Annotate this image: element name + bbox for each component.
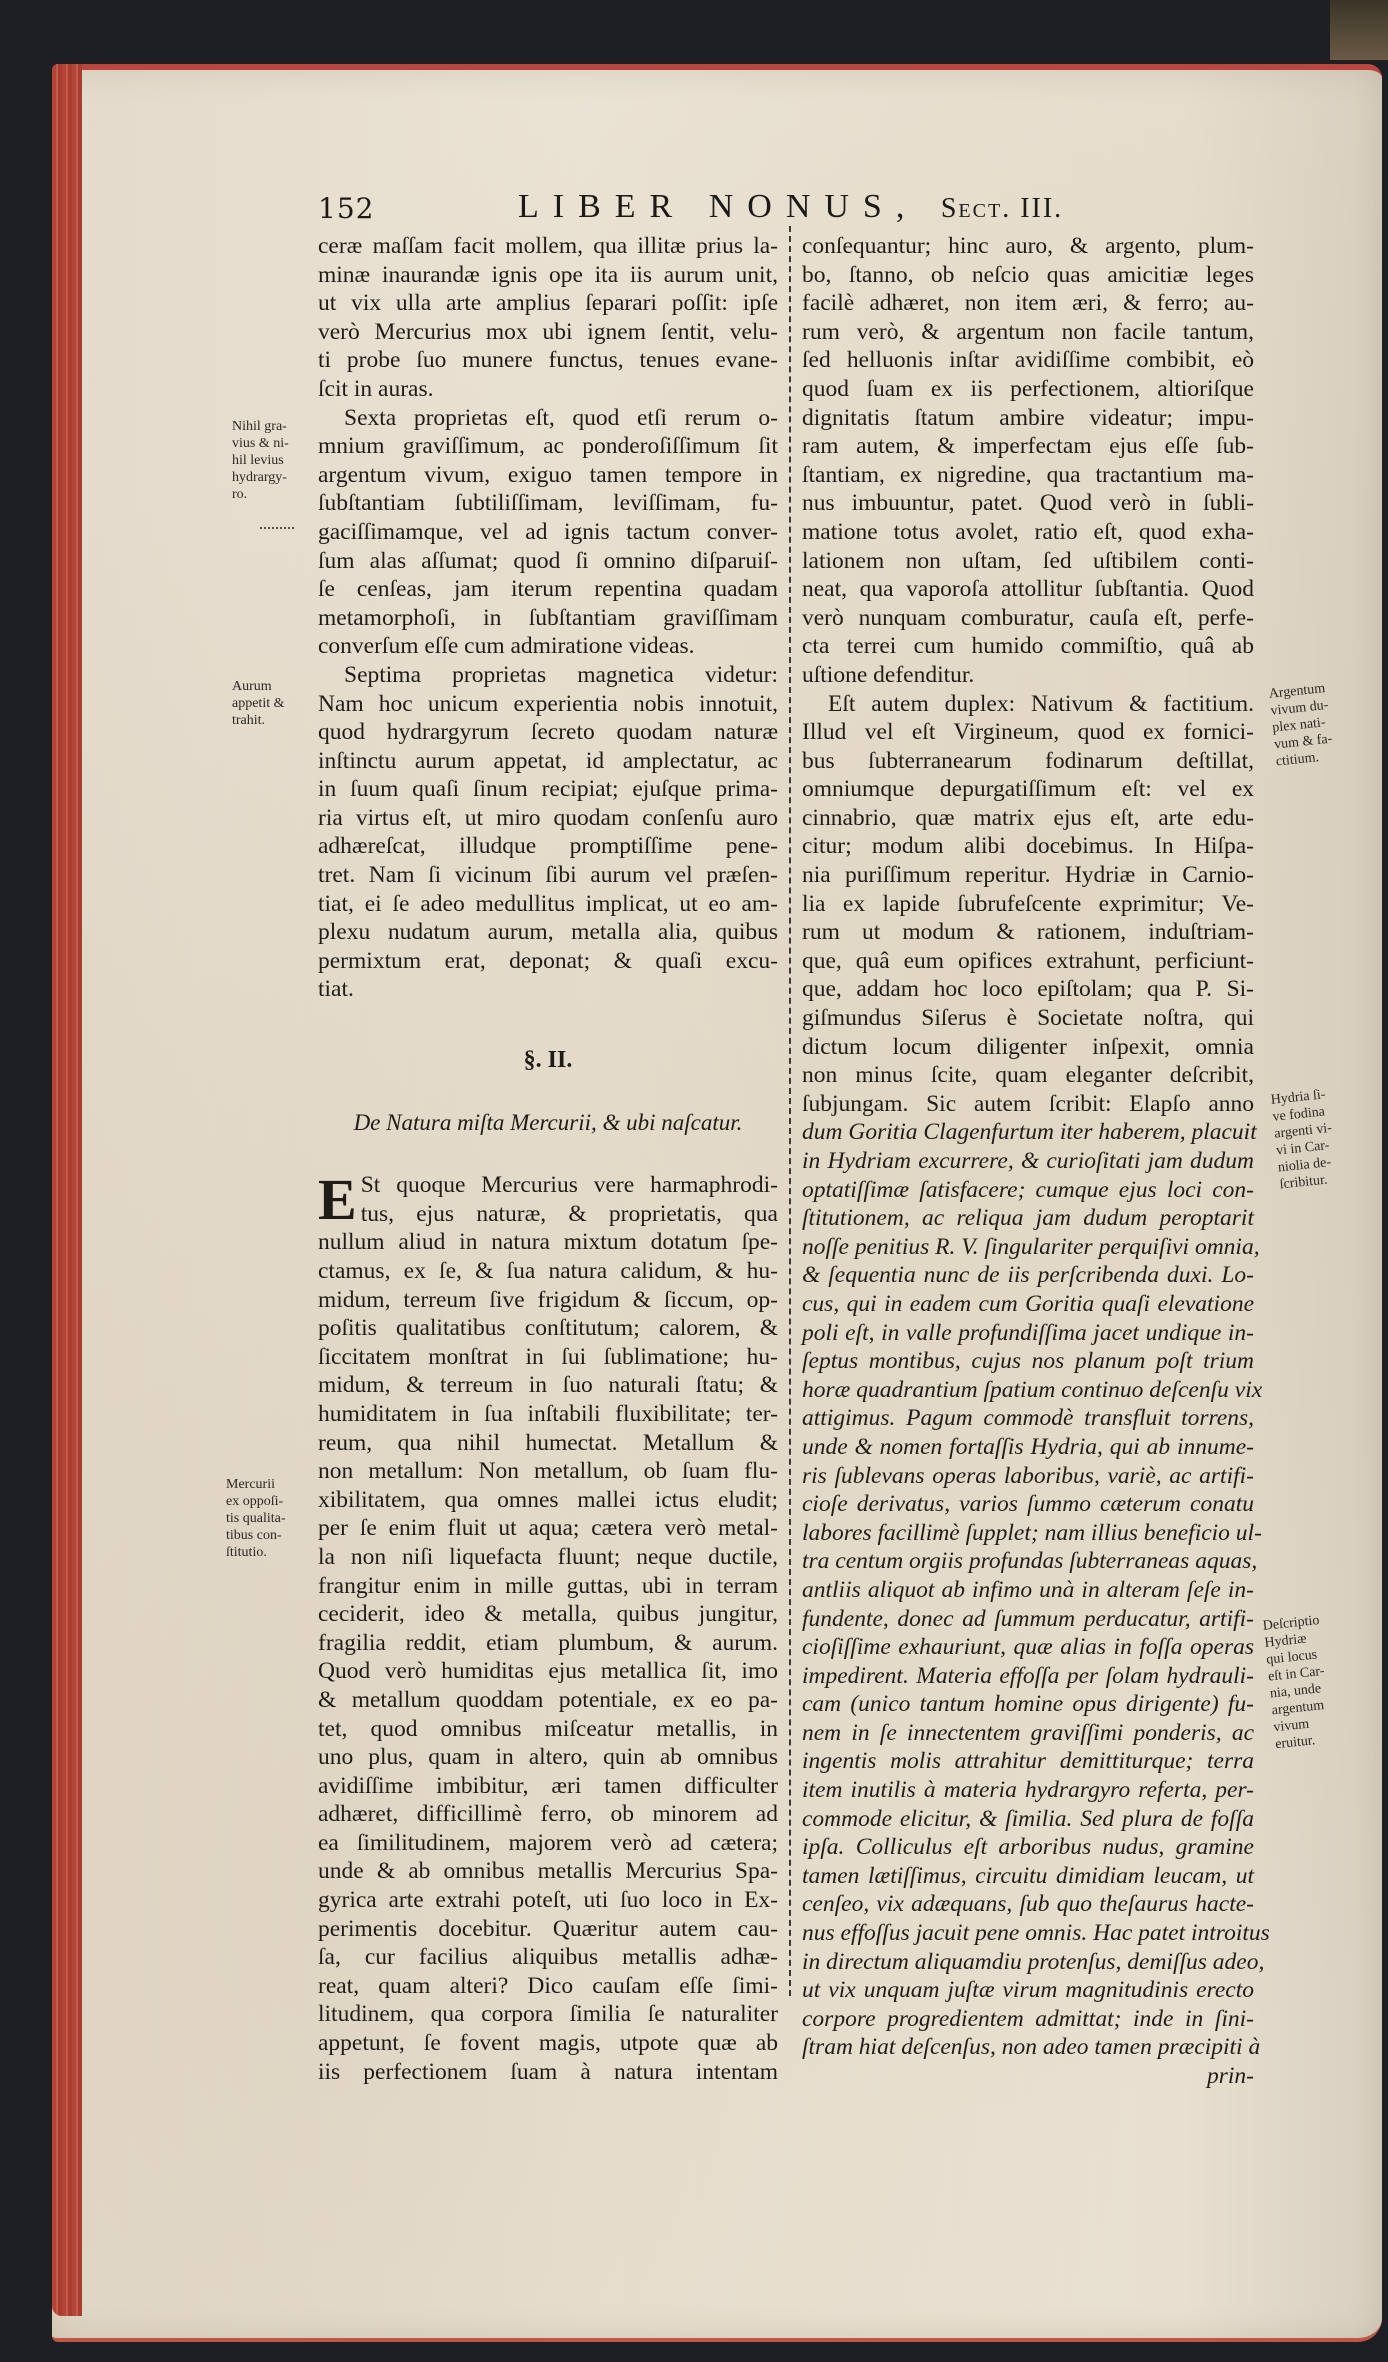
text-line: cinnabrio, quæ matrix ejus eſt, arte edu-	[802, 804, 1254, 831]
text-line: ram autem, & imperfectam ejus eſſe ſub-	[802, 433, 1254, 460]
text-line: argentum vivum, exiguo tamen tempore in	[318, 461, 778, 488]
margin-note-line: ex oppoſi-	[226, 1494, 284, 1509]
text-line: lationem non uſtam, ſed uſtibilem conti-	[802, 547, 1254, 574]
paragraph	[318, 661, 778, 1004]
text-line: litudinem, qua corpora ſimilia ſe naturaliter	[318, 2001, 778, 2028]
margin-note-line: vius & ni-	[232, 436, 289, 451]
paragraph	[318, 232, 778, 404]
margin-note-line: eruitur.	[1274, 1733, 1316, 1753]
margin-note-line: hil levius	[232, 453, 284, 468]
text-line: ſcit in auras.	[318, 375, 434, 402]
text-line: uno plus, quam in altero, quin ab omnibus	[318, 1744, 778, 1771]
text-line: in directum aliquamdiu protenſus, demiſſus adeo,	[802, 1948, 1265, 1975]
margin-note-line: plex nati-	[1271, 715, 1327, 736]
text-line: horæ quadrantium ſpatium continuo deſcenſu vix	[802, 1376, 1263, 1403]
text-line: cenſeo, vix adæquans, ſub quo theſaurus hacte-	[802, 1891, 1254, 1918]
text-line: impedirent. Materia effoſſa per ſolam hydrauli-	[802, 1662, 1254, 1689]
text-line: ſubſtantiam ſubtiliſſimam, leviſſimam, fu-	[318, 490, 778, 517]
text-line: St quoque Mercurius vere harmaphrodi-	[360, 1172, 778, 1199]
text-line: neat, qua vaporoſa attollitur ſubſtantia. Quod	[802, 576, 1254, 603]
text-line: non minus ſcite, quam eleganter deſcribit,	[802, 1062, 1254, 1089]
text-line: mnium graviſſimum, ac ponderoſiſſimum ſit	[318, 433, 778, 460]
text-line: converſum eſſe cum admiratione videas.	[318, 633, 695, 660]
text-line: ea ſimilitudinem, majorem verò ad cætera;	[318, 1829, 778, 1856]
text-line: item inutilis à materia hydrargyro referta, per-	[802, 1777, 1254, 1804]
text-line: unde & ab omnibus metallis Mercurius Spa-	[318, 1858, 778, 1885]
margin-note-left	[226, 1476, 286, 1561]
text-line: permixtum erat, deponat; & quaſi excu-	[318, 947, 778, 974]
section-mark: §. II.	[523, 1047, 573, 1074]
text-line: xibilitatem, qua omnes mallei ictus eludit;	[318, 1486, 778, 1513]
margin-note-line: vivum	[1272, 1716, 1310, 1736]
text-line: nia puriſſimum reperitur. Hydriæ in Carnio-	[802, 862, 1254, 889]
text-line: fragilia reddit, etiam plumbum, & aurum.	[318, 1629, 778, 1656]
margin-note-line: Mercurii	[226, 1477, 275, 1492]
text-line: ris ſublevans operas laboribus, variè, ac artifi-	[802, 1462, 1254, 1489]
text-line: nem in ſe innectentem graviſſimi ponderis, ac	[802, 1719, 1254, 1746]
text-line: la non niſi liquefacta fluunt; neque ductile,	[318, 1543, 778, 1570]
running-head	[518, 188, 1063, 226]
paragraph	[318, 1167, 778, 2086]
text-line: conſequantur; hinc auro, & argento, plum-	[802, 233, 1254, 259]
text-line: ut vix unquam juſtæ virum magnitudinis erecto	[802, 1977, 1254, 2004]
text-line: verò Mercurius mox ubi ignem ſentit, velu-	[318, 318, 778, 345]
text-line: citur; modum alibi docebimus. In Hiſpa-	[802, 833, 1254, 860]
text-line: non metallum: Non metallum, ob ſuam flu-	[318, 1458, 778, 1485]
text-line: reum, qua nihil humectat. Metallum &	[318, 1429, 778, 1456]
text-line: perimentis docebitur. Quæritur autem cau-	[318, 1915, 778, 1942]
text-line: quod hydrargyrum ſecreto quodam naturæ	[318, 719, 778, 746]
paragraph	[802, 232, 1254, 690]
margin-note-line: argenti vi-	[1273, 1120, 1333, 1142]
running-head-title: LIBER NONUS,	[518, 188, 919, 225]
text-line: noſſe penitius R. V. ſingulariter perquiſivi omnia,	[802, 1233, 1260, 1260]
text-line: poſitis qualitatibus conſtitutum; calorem, &	[318, 1315, 778, 1342]
margin-note-line: Deſcriptio	[1262, 1613, 1321, 1634]
text-line: in Hydriam excurrere, & curioſitati jam dudum	[802, 1148, 1254, 1174]
text-line: in ſuum quaſi ſinum recipiat; ejuſque prima-	[318, 776, 778, 803]
text-line: humiditatem in ſua inſtabili fluxibilitate; ter-	[318, 1400, 778, 1427]
text-line: cam (unico tantum homine opus dirigente) fu-	[802, 1691, 1254, 1718]
text-line: midum, & terreum in ſuo naturali ſtatu; &	[318, 1372, 778, 1399]
text-line: plexu nudatum aurum, metalla alia, quibus	[318, 919, 778, 946]
text-line: gyrica arte extrahi poteſt, uti ſuo loco in Ex-	[318, 1887, 778, 1914]
text-line: que, quâ eum opifices extrahunt, perficiunt-	[802, 947, 1254, 974]
margin-note-line: Nihil gra-	[232, 419, 287, 434]
book-spine	[1330, 0, 1388, 60]
text-line: adhæreſcat, illudque promptiſſime pene-	[318, 833, 778, 860]
margin-note-line: argentum	[1270, 1698, 1325, 1719]
text-line: & metallum quoddam potentiale, ex eo pa-	[318, 1686, 778, 1713]
text-line: tus, ejus naturæ, & proprietatis, qua	[360, 1200, 778, 1227]
text-line: ceræ maſſam facit mollem, qua illitæ prius la-	[318, 233, 778, 259]
text-line: bo, ſtanno, ob neſcio quas amicitiæ leges	[802, 261, 1254, 288]
text-line: bus ſubterranearum fodinarum deſtillat,	[802, 747, 1254, 774]
margin-note-line: vivum du-	[1269, 697, 1330, 719]
text-line: ria virtus eſt, ut miro quodam conſenſu auro	[318, 804, 778, 831]
text-line: rum verò, & argentum non facile tantum,	[802, 318, 1254, 345]
paragraph	[318, 404, 778, 661]
text-line: Eſt autem duplex: Nativum & factitium.	[828, 690, 1254, 717]
text-line: tamen lætiſſimus, circuitu dimidiam leucam, ut	[802, 1862, 1254, 1889]
text-line: ingentis molis attrahitur demittiturque; terra	[802, 1748, 1254, 1775]
margin-note-line: vi in Car-	[1275, 1138, 1331, 1159]
text-line: frangitur enim in mille guttas, ubi in terram	[318, 1572, 778, 1599]
margin-note-line: ve fodina	[1271, 1104, 1326, 1125]
margin-note-line: ctitium.	[1275, 750, 1320, 770]
text-line: ſtram hiat deſcenſus, non adeo tamen præcipiti à	[802, 2034, 1261, 2061]
text-line: antliis aliquot ab infimo unà in alteram ſeſe in-	[802, 1576, 1254, 1603]
drop-cap: E	[318, 1167, 357, 1233]
page-header	[318, 188, 1278, 232]
text-line: minæ inaurandæ ignis ope ita iis aurum unit,	[318, 261, 778, 288]
text-line: ſubjungam. Sic autem ſcribit: Elapſo anno	[802, 1090, 1254, 1117]
text-line: & ſequentia nunc de iis perſcribenda duxi. Lo-	[802, 1262, 1254, 1289]
text-line: Illud vel eſt Virgineum, quod ex fornici-	[802, 719, 1254, 746]
text-line: attigimus. Pagum commodè transfluit torrens,	[802, 1405, 1254, 1432]
text-line: per ſe enim fluit ut aqua; cætera verò metal-	[318, 1515, 778, 1542]
text-line: nus effoſſus jacuit pene omnis. Hac patet introitus	[802, 1920, 1270, 1947]
text-line: que, addam hoc loco epiſtolam; qua P. Si-	[802, 976, 1254, 1003]
left-column	[318, 232, 778, 2086]
text-line: corpore progredientem admittat; inde in ſini-	[802, 2005, 1254, 2032]
margin-note-line: Hydriæ	[1263, 1631, 1308, 1651]
text-line: ſtitutionem, ac reliqua jam dudum peroptarit	[802, 1205, 1254, 1232]
text-line: tiat.	[318, 976, 354, 1003]
margin-note-line: vum & fa-	[1273, 731, 1334, 753]
margin-note-line: eſt in Car-	[1267, 1663, 1326, 1685]
catchword: prin-	[1207, 2063, 1254, 2089]
text-line: inſtinctu aurum appetat, id amplectatur, ac	[318, 747, 778, 774]
text-line: adhæret, difficillimè ferro, ob minorem ad	[318, 1801, 778, 1828]
text-line: tra centum orgiis profundas ſubterraneas aquas,	[802, 1548, 1258, 1575]
text-line: gaciſſimamque, vel ad ignis tactum conver-	[318, 518, 778, 545]
paragraph-italic	[802, 1118, 1270, 2062]
text-line: quod ſuam ex iis perfectionem, altioriſque	[802, 375, 1254, 402]
text-line: dum Goritia Clagenfurtum iter haberem, placuit	[802, 1119, 1257, 1146]
text-line: unde & nomen fortaſſis Hydria, qui ab innume-	[802, 1433, 1254, 1460]
text-line: tret. Nam ſi vicinum ſibi aurum vel præſen-	[318, 862, 778, 889]
text-line: ctamus, ex ſe, & ſua natura calidum, & hu-	[318, 1258, 778, 1284]
text-line: ut vix ulla arte amplius ſeparari poſſit: ipſe	[318, 290, 778, 317]
margin-note-line: niolia de-	[1277, 1155, 1332, 1176]
text-line: matione totus avolet, ratio eſt, quod exha-	[802, 518, 1254, 545]
margin-note-line: Aurum	[232, 679, 272, 694]
text-line: cioſiſſime exhauriunt, quæ alias in foſſa operas	[802, 1634, 1254, 1661]
margin-note-line: tis qualita-	[226, 1511, 286, 1526]
margin-note-left	[232, 418, 289, 503]
margin-note-line: nia, unde	[1269, 1681, 1322, 1702]
text-line: ti probe ſuo munere functus, tenues evane-	[318, 347, 778, 374]
margin-note-line: tibus con-	[226, 1528, 282, 1543]
text-line: Septima proprietas magnetica videtur:	[344, 661, 778, 688]
text-line: appetunt, ſe fovent magis, utpote quæ ab	[318, 2030, 778, 2057]
paragraph-with-dropcap	[318, 1167, 778, 2086]
right-column	[802, 232, 1270, 2091]
section-title: De Natura miſta Mercurii, & ubi naſcatur.	[353, 1109, 743, 1135]
text-line: ceciderit, ideo & metalla, quibus jungitur,	[318, 1601, 778, 1628]
page-number: 152	[318, 192, 375, 225]
margin-note-left	[232, 678, 285, 729]
text-line: dictum locum diligenter inſpexit, omnia	[802, 1033, 1254, 1060]
text-line: tiat, ei ſe adeo medullitus implicat, ut eo am-	[318, 890, 778, 917]
text-line: ſtantiam, ex nigredine, qua tractantium ma-	[802, 461, 1254, 488]
text-line: nullum aliud in natura mixtum dotatum ſpe-	[318, 1229, 778, 1256]
text-line: labores facillimè ſupplet; nam illius beneficio ul-	[802, 1519, 1262, 1546]
text-line: facilè adhæret, non item æri, & ferro; au-	[802, 290, 1254, 317]
margin-note-line: ſcribitur.	[1278, 1172, 1329, 1193]
text-line: ſed helluonis inſtar avidiſſime combibit, eò	[802, 347, 1254, 374]
text-line: cta terrei cum humido commiſtio, quâ ab	[802, 633, 1254, 660]
red-page-edge	[52, 64, 82, 2316]
text-line: Quod verò humiditas ejus metallica ſit, imo	[318, 1658, 778, 1685]
paragraph	[802, 690, 1254, 1119]
text-line: lia ex lapide ſubrufeſcente exprimitur; Ve-	[802, 890, 1254, 917]
text-line: ſiccitatem monſtrat in ſui ſublimatione; hu-	[318, 1343, 778, 1370]
margin-note-line: appetit &	[232, 696, 285, 711]
text-line: nus imbuuntur, patet. Quod verò in ſubli-	[802, 490, 1254, 517]
text-line: iis perfectionem ſuam à natura intentam	[318, 2058, 778, 2085]
text-line: metamorphoſi, in ſubſtantiam graviſſimam	[318, 604, 778, 631]
margin-note-line: hydrargy-	[232, 470, 287, 485]
column-divider	[789, 226, 791, 1996]
text-line: dignitatis ſtatum ambire videatur; impu-	[802, 404, 1254, 431]
text-line: tet, quod omnibus miſceatur metallis, in	[318, 1715, 778, 1742]
text-line: Nam hoc unicum experientia nobis innotuit,	[318, 690, 778, 717]
text-line: ſe cenſeas, jam iterum repentina quadam	[318, 576, 778, 603]
text-line: ſum alas aſſumat; quod ſi omnino diſparuiſ-	[318, 547, 778, 574]
margin-note-line: ro.	[232, 487, 248, 502]
margin-note-line: ſtitutio.	[226, 1545, 267, 1560]
margin-note-line: qui locus	[1265, 1647, 1318, 1668]
text-line: rum ut modum & rationem, induſtriam-	[802, 919, 1254, 946]
text-line: Sexta proprietas eſt, quod etſi rerum o-	[344, 404, 778, 431]
text-line: verò nunquam comburatur, cauſa eſt, perfe-	[802, 604, 1254, 631]
text-line: giſmundus Siſerus è Societate noſtra, qui	[802, 1005, 1254, 1032]
margin-note-line: trahit.	[232, 713, 266, 728]
text-line: uſtione defenditur.	[802, 661, 975, 688]
margin-note-line: Argentum	[1268, 681, 1326, 702]
text-line: ipſa. Colliculus eſt arboribus nudus, gramine	[802, 1834, 1254, 1861]
text-line: ſa, cur facilius aliquibus metallis adhæ-	[318, 1944, 778, 1971]
text-line: cus, qui in eadem cum Goritia quaſi elevatione	[802, 1290, 1254, 1317]
text-line: fundente, donec ad ſummum perducatur, artifi-	[802, 1605, 1254, 1632]
ornament-flourish	[260, 522, 294, 529]
text-line: cioſe derivatus, varios ſummo cæterum conatu	[802, 1491, 1254, 1518]
margin-note-right	[1268, 680, 1335, 771]
margin-note-line: Hydria ſi-	[1270, 1087, 1327, 1108]
text-line: optatiſſimæ ſatisfacere; cumque ejus loci con-	[802, 1176, 1254, 1203]
text-line: omniumque depurgatiſſimum eſt: vel ex	[802, 776, 1254, 803]
text-line: midum, terreum ſive frigidum & ſiccum, op-	[318, 1286, 778, 1313]
running-head-section: Sect. III.	[940, 193, 1064, 224]
margin-note-right	[1270, 1086, 1338, 1193]
text-line: poli eſt, in valle profundiſſima jacet undique in-	[802, 1319, 1254, 1346]
text-line: reat, quam alteri? Dico cauſam eſſe ſimi-	[318, 1972, 778, 1999]
text-line: ſeptus montibus, cujus nos planum poſt trium	[802, 1348, 1254, 1375]
text-line: avidiſſime imbibitur, æri tamen difficulter	[318, 1772, 778, 1799]
text-line: commode elicitur, & ſimilia. Sed plura de foſſa	[802, 1805, 1254, 1832]
